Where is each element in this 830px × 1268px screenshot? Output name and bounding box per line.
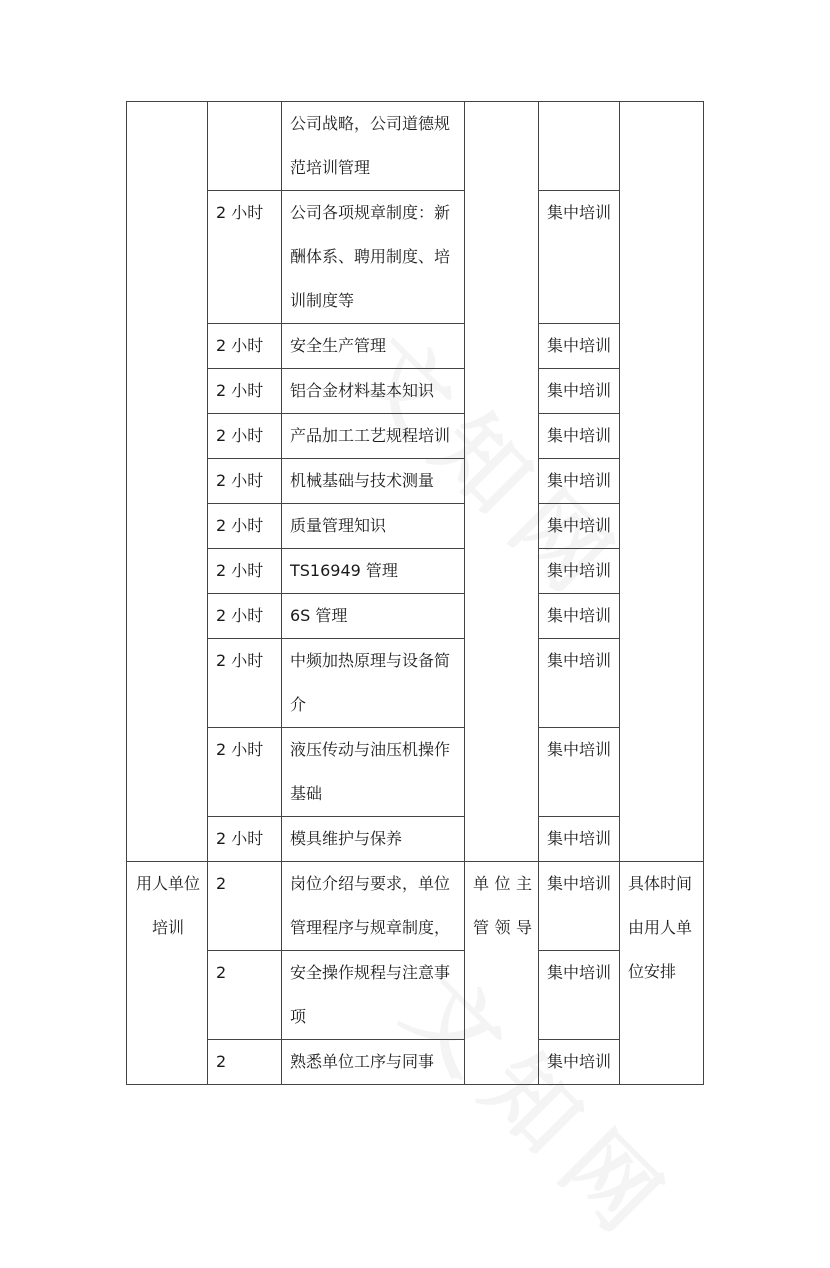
method-cell: 集中培训 [539,594,620,639]
table-row [127,102,704,191]
content-cell: 安全操作规程与注意事项 [282,951,465,1040]
content-cell: 模具维护与保养 [282,817,465,862]
hours-cell: 2 [208,1040,282,1085]
table-row [127,728,704,817]
table-row [127,191,704,324]
hours-cell: 2 [208,862,282,951]
content-cell: 6S 管理 [282,594,465,639]
content-cell: 公司战略，公司道德规范培训管理 [282,102,465,191]
content-cell: 液压传动与油压机操作基础 [282,728,465,817]
method-cell: 集中培训 [539,369,620,414]
hours-cell: 2 小时 [208,594,282,639]
table-row [127,459,704,504]
method-cell: 集中培训 [539,951,620,1040]
table-row [127,324,704,369]
content-cell: 铝合金材料基本知识 [282,369,465,414]
method-cell: 集中培训 [539,504,620,549]
method-cell: 集中培训 [539,549,620,594]
hours-cell: 2 小时 [208,549,282,594]
note-cell: 具体时间由用人单位安排 [620,862,704,1085]
hours-cell: 2 小时 [208,459,282,504]
content-cell: 机械基础与技术测量 [282,459,465,504]
method-cell: 集中培训 [539,728,620,817]
hours-cell: 2 小时 [208,191,282,324]
table-row [127,414,704,459]
hours-cell: 2 小时 [208,504,282,549]
table-row [127,504,704,549]
table-row [127,817,704,862]
hours-cell: 2 小时 [208,414,282,459]
note-cell [620,102,704,862]
content-cell: 安全生产管理 [282,324,465,369]
hours-cell: 2 小时 [208,817,282,862]
table-row [127,369,704,414]
table-row [127,549,704,594]
method-cell: 集中培训 [539,639,620,728]
content-cell: 质量管理知识 [282,504,465,549]
content-cell: 公司各项规章制度：新酬体系、聘用制度、培训制度等 [282,191,465,324]
training-schedule-table [126,101,704,1085]
leader-cell [465,102,539,862]
method-cell [539,102,620,191]
hours-cell: 2 小时 [208,728,282,817]
method-cell: 集中培训 [539,414,620,459]
hours-cell: 2 [208,951,282,1040]
method-cell: 集中培训 [539,1040,620,1085]
leader-cell: 单位主管领导 [465,862,539,1085]
method-cell: 集中培训 [539,324,620,369]
content-cell: 中频加热原理与设备简介 [282,639,465,728]
hours-cell [208,102,282,191]
content-cell: 熟悉单位工序与同事 [282,1040,465,1085]
hours-cell: 2 小时 [208,324,282,369]
hours-cell: 2 小时 [208,369,282,414]
unit-training-category: 用人单位培训 [127,862,208,1085]
method-cell: 集中培训 [539,459,620,504]
method-cell: 集中培训 [539,862,620,951]
table-row [127,951,704,1040]
table-row [127,862,704,951]
content-cell: TS16949 管理 [282,549,465,594]
content-cell: 岗位介绍与要求，单位管理程序与规章制度， [282,862,465,951]
method-cell: 集中培训 [539,817,620,862]
table-row [127,639,704,728]
category-cell [127,102,208,862]
table-row [127,594,704,639]
content-cell: 产品加工工艺规程培训 [282,414,465,459]
table-row [127,1040,704,1085]
method-cell: 集中培训 [539,191,620,324]
hours-cell: 2 小时 [208,639,282,728]
